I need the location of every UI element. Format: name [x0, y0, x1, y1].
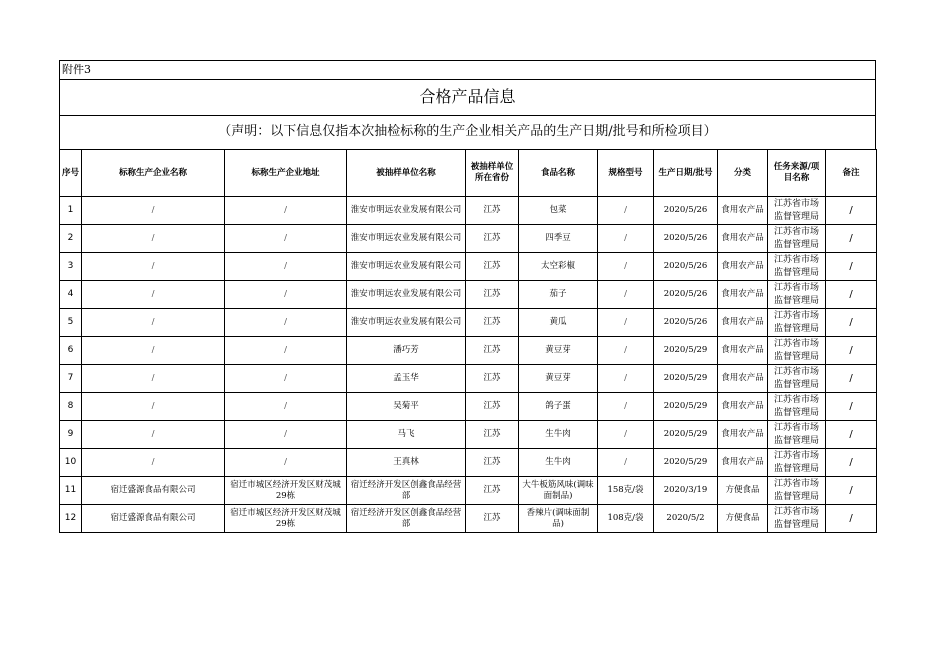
producer-name-cell: /	[82, 449, 225, 477]
task-source-cell: 江苏省市场监督管理局	[768, 449, 826, 477]
attachment-label: 附件3	[59, 60, 876, 79]
producer-address-cell: /	[225, 253, 347, 281]
sampled-unit-cell: 淮安市明远农业发展有限公司	[347, 253, 466, 281]
sampled-unit-cell: 潘巧芳	[347, 337, 466, 365]
sampled-unit-cell: 淮安市明远农业发展有限公司	[347, 197, 466, 225]
table-row	[60, 393, 877, 421]
page-title: 合格产品信息	[59, 79, 876, 115]
producer-name-cell: /	[82, 253, 225, 281]
province-cell: 江苏	[466, 449, 519, 477]
production-date-cell: 2020/5/26	[654, 309, 718, 337]
category-cell: 食用农产品	[718, 225, 768, 253]
production-date-cell: 2020/5/29	[654, 337, 718, 365]
producer-address-cell: /	[225, 197, 347, 225]
table-row	[60, 309, 877, 337]
remark-cell: /	[826, 309, 877, 337]
row-index-cell: 4	[60, 281, 82, 309]
category-cell: 方便食品	[718, 505, 768, 533]
production-date-cell: 2020/5/29	[654, 449, 718, 477]
producer-name-cell: /	[82, 365, 225, 393]
province-cell: 江苏	[466, 393, 519, 421]
task-source-cell: 江苏省市场监督管理局	[768, 197, 826, 225]
remark-cell: /	[826, 365, 877, 393]
qualified-products-table	[59, 149, 877, 533]
sampled-unit-cell: 宿迁经济开发区创鑫食品经营部	[347, 477, 466, 505]
province-cell: 江苏	[466, 505, 519, 533]
task-source-cell: 江苏省市场监督管理局	[768, 225, 826, 253]
table-row	[60, 477, 877, 505]
sampled-unit-cell: 淮安市明远农业发展有限公司	[347, 225, 466, 253]
food-name-cell: 黄豆芽	[519, 365, 598, 393]
food-name-cell: 香辣片(调味面制品)	[519, 505, 598, 533]
producer-address-cell: /	[225, 365, 347, 393]
row-index-cell: 8	[60, 393, 82, 421]
remark-cell: /	[826, 393, 877, 421]
header-category: 分类	[718, 150, 768, 197]
province-cell: 江苏	[466, 309, 519, 337]
category-cell: 食用农产品	[718, 393, 768, 421]
food-name-cell: 太空彩椒	[519, 253, 598, 281]
category-cell: 食用农产品	[718, 421, 768, 449]
task-source-cell: 江苏省市场监督管理局	[768, 477, 826, 505]
food-name-cell: 黄瓜	[519, 309, 598, 337]
producer-address-cell: /	[225, 449, 347, 477]
table-row	[60, 253, 877, 281]
spec-cell: /	[598, 225, 654, 253]
category-cell: 食用农产品	[718, 281, 768, 309]
production-date-cell: 2020/5/29	[654, 365, 718, 393]
production-date-cell: 2020/5/2	[654, 505, 718, 533]
spec-cell: /	[598, 197, 654, 225]
table-row	[60, 449, 877, 477]
spec-cell: /	[598, 421, 654, 449]
province-cell: 江苏	[466, 365, 519, 393]
row-index-cell: 2	[60, 225, 82, 253]
production-date-cell: 2020/5/26	[654, 225, 718, 253]
spec-cell: /	[598, 365, 654, 393]
sampled-unit-cell: 王真林	[347, 449, 466, 477]
food-name-cell: 包菜	[519, 197, 598, 225]
producer-address-cell: /	[225, 393, 347, 421]
spec-cell: /	[598, 309, 654, 337]
row-index-cell: 9	[60, 421, 82, 449]
task-source-cell: 江苏省市场监督管理局	[768, 281, 826, 309]
remark-cell: /	[826, 337, 877, 365]
statement-text: （声明：以下信息仅指本次抽检标称的生产企业相关产品的生产日期/批号和所检项目）	[59, 115, 876, 149]
row-index-cell: 7	[60, 365, 82, 393]
production-date-cell: 2020/5/26	[654, 281, 718, 309]
document-sheet	[59, 60, 876, 533]
remark-cell: /	[826, 281, 877, 309]
remark-cell: /	[826, 477, 877, 505]
task-source-cell: 江苏省市场监督管理局	[768, 253, 826, 281]
category-cell: 食用农产品	[718, 365, 768, 393]
food-name-cell: 四季豆	[519, 225, 598, 253]
province-cell: 江苏	[466, 281, 519, 309]
food-name-cell: 黄豆芽	[519, 337, 598, 365]
remark-cell: /	[826, 197, 877, 225]
table-row	[60, 225, 877, 253]
header-producer-address: 标称生产企业地址	[225, 150, 347, 197]
producer-name-cell: /	[82, 281, 225, 309]
header-production-date: 生产日期/批号	[654, 150, 718, 197]
sampled-unit-cell: 孟玉华	[347, 365, 466, 393]
task-source-cell: 江苏省市场监督管理局	[768, 393, 826, 421]
table-body	[60, 197, 877, 533]
header-province: 被抽样单位所在省份	[466, 150, 519, 197]
sampled-unit-cell: 淮安市明远农业发展有限公司	[347, 281, 466, 309]
food-name-cell: 大牛板筋风味(调味面制品)	[519, 477, 598, 505]
producer-name-cell: /	[82, 197, 225, 225]
sampled-unit-cell: 淮安市明远农业发展有限公司	[347, 309, 466, 337]
header-sampled-unit: 被抽样单位名称	[347, 150, 466, 197]
header-index: 序号	[60, 150, 82, 197]
row-index-cell: 10	[60, 449, 82, 477]
sampled-unit-cell: 宿迁经济开发区创鑫食品经营部	[347, 505, 466, 533]
sampled-unit-cell: 马飞	[347, 421, 466, 449]
task-source-cell: 江苏省市场监督管理局	[768, 505, 826, 533]
table-row	[60, 197, 877, 225]
header-producer-name: 标称生产企业名称	[82, 150, 225, 197]
table-row	[60, 365, 877, 393]
sampled-unit-cell: 吴菊平	[347, 393, 466, 421]
spec-cell: /	[598, 281, 654, 309]
spec-cell: /	[598, 393, 654, 421]
food-name-cell: 鸽子蛋	[519, 393, 598, 421]
remark-cell: /	[826, 253, 877, 281]
province-cell: 江苏	[466, 477, 519, 505]
header-food-name: 食品名称	[519, 150, 598, 197]
producer-address-cell: /	[225, 309, 347, 337]
header-remark: 备注	[826, 150, 877, 197]
producer-address-cell: /	[225, 225, 347, 253]
spec-cell: 108克/袋	[598, 505, 654, 533]
producer-name-cell: 宿迁盛源食品有限公司	[82, 477, 225, 505]
producer-name-cell: /	[82, 225, 225, 253]
row-index-cell: 5	[60, 309, 82, 337]
remark-cell: /	[826, 421, 877, 449]
producer-name-cell: /	[82, 309, 225, 337]
task-source-cell: 江苏省市场监督管理局	[768, 309, 826, 337]
spec-cell: /	[598, 253, 654, 281]
category-cell: 食用农产品	[718, 253, 768, 281]
row-index-cell: 1	[60, 197, 82, 225]
remark-cell: /	[826, 505, 877, 533]
province-cell: 江苏	[466, 337, 519, 365]
producer-address-cell: /	[225, 337, 347, 365]
header-spec: 规格型号	[598, 150, 654, 197]
producer-name-cell: /	[82, 393, 225, 421]
producer-name-cell: 宿迁盛源食品有限公司	[82, 505, 225, 533]
table-row	[60, 337, 877, 365]
food-name-cell: 茄子	[519, 281, 598, 309]
producer-address-cell: /	[225, 421, 347, 449]
producer-address-cell: 宿迁市城区经济开发区财茂城29栋	[225, 505, 347, 533]
spec-cell: /	[598, 337, 654, 365]
table-header-row	[60, 150, 877, 197]
province-cell: 江苏	[466, 197, 519, 225]
category-cell: 食用农产品	[718, 309, 768, 337]
category-cell: 食用农产品	[718, 337, 768, 365]
category-cell: 食用农产品	[718, 449, 768, 477]
task-source-cell: 江苏省市场监督管理局	[768, 337, 826, 365]
category-cell: 方便食品	[718, 477, 768, 505]
production-date-cell: 2020/5/29	[654, 393, 718, 421]
table-row	[60, 281, 877, 309]
table-row	[60, 421, 877, 449]
task-source-cell: 江苏省市场监督管理局	[768, 421, 826, 449]
row-index-cell: 12	[60, 505, 82, 533]
category-cell: 食用农产品	[718, 197, 768, 225]
row-index-cell: 11	[60, 477, 82, 505]
food-name-cell: 生牛肉	[519, 449, 598, 477]
table-row	[60, 505, 877, 533]
producer-address-cell: 宿迁市城区经济开发区财茂城29栋	[225, 477, 347, 505]
province-cell: 江苏	[466, 253, 519, 281]
producer-name-cell: /	[82, 421, 225, 449]
production-date-cell: 2020/5/26	[654, 197, 718, 225]
province-cell: 江苏	[466, 421, 519, 449]
province-cell: 江苏	[466, 225, 519, 253]
row-index-cell: 3	[60, 253, 82, 281]
remark-cell: /	[826, 225, 877, 253]
spec-cell: /	[598, 449, 654, 477]
producer-address-cell: /	[225, 281, 347, 309]
spec-cell: 158克/袋	[598, 477, 654, 505]
row-index-cell: 6	[60, 337, 82, 365]
production-date-cell: 2020/5/26	[654, 253, 718, 281]
task-source-cell: 江苏省市场监督管理局	[768, 365, 826, 393]
producer-name-cell: /	[82, 337, 225, 365]
remark-cell: /	[826, 449, 877, 477]
production-date-cell: 2020/5/29	[654, 421, 718, 449]
header-task-source: 任务来源/项目名称	[768, 150, 826, 197]
production-date-cell: 2020/3/19	[654, 477, 718, 505]
food-name-cell: 生牛肉	[519, 421, 598, 449]
